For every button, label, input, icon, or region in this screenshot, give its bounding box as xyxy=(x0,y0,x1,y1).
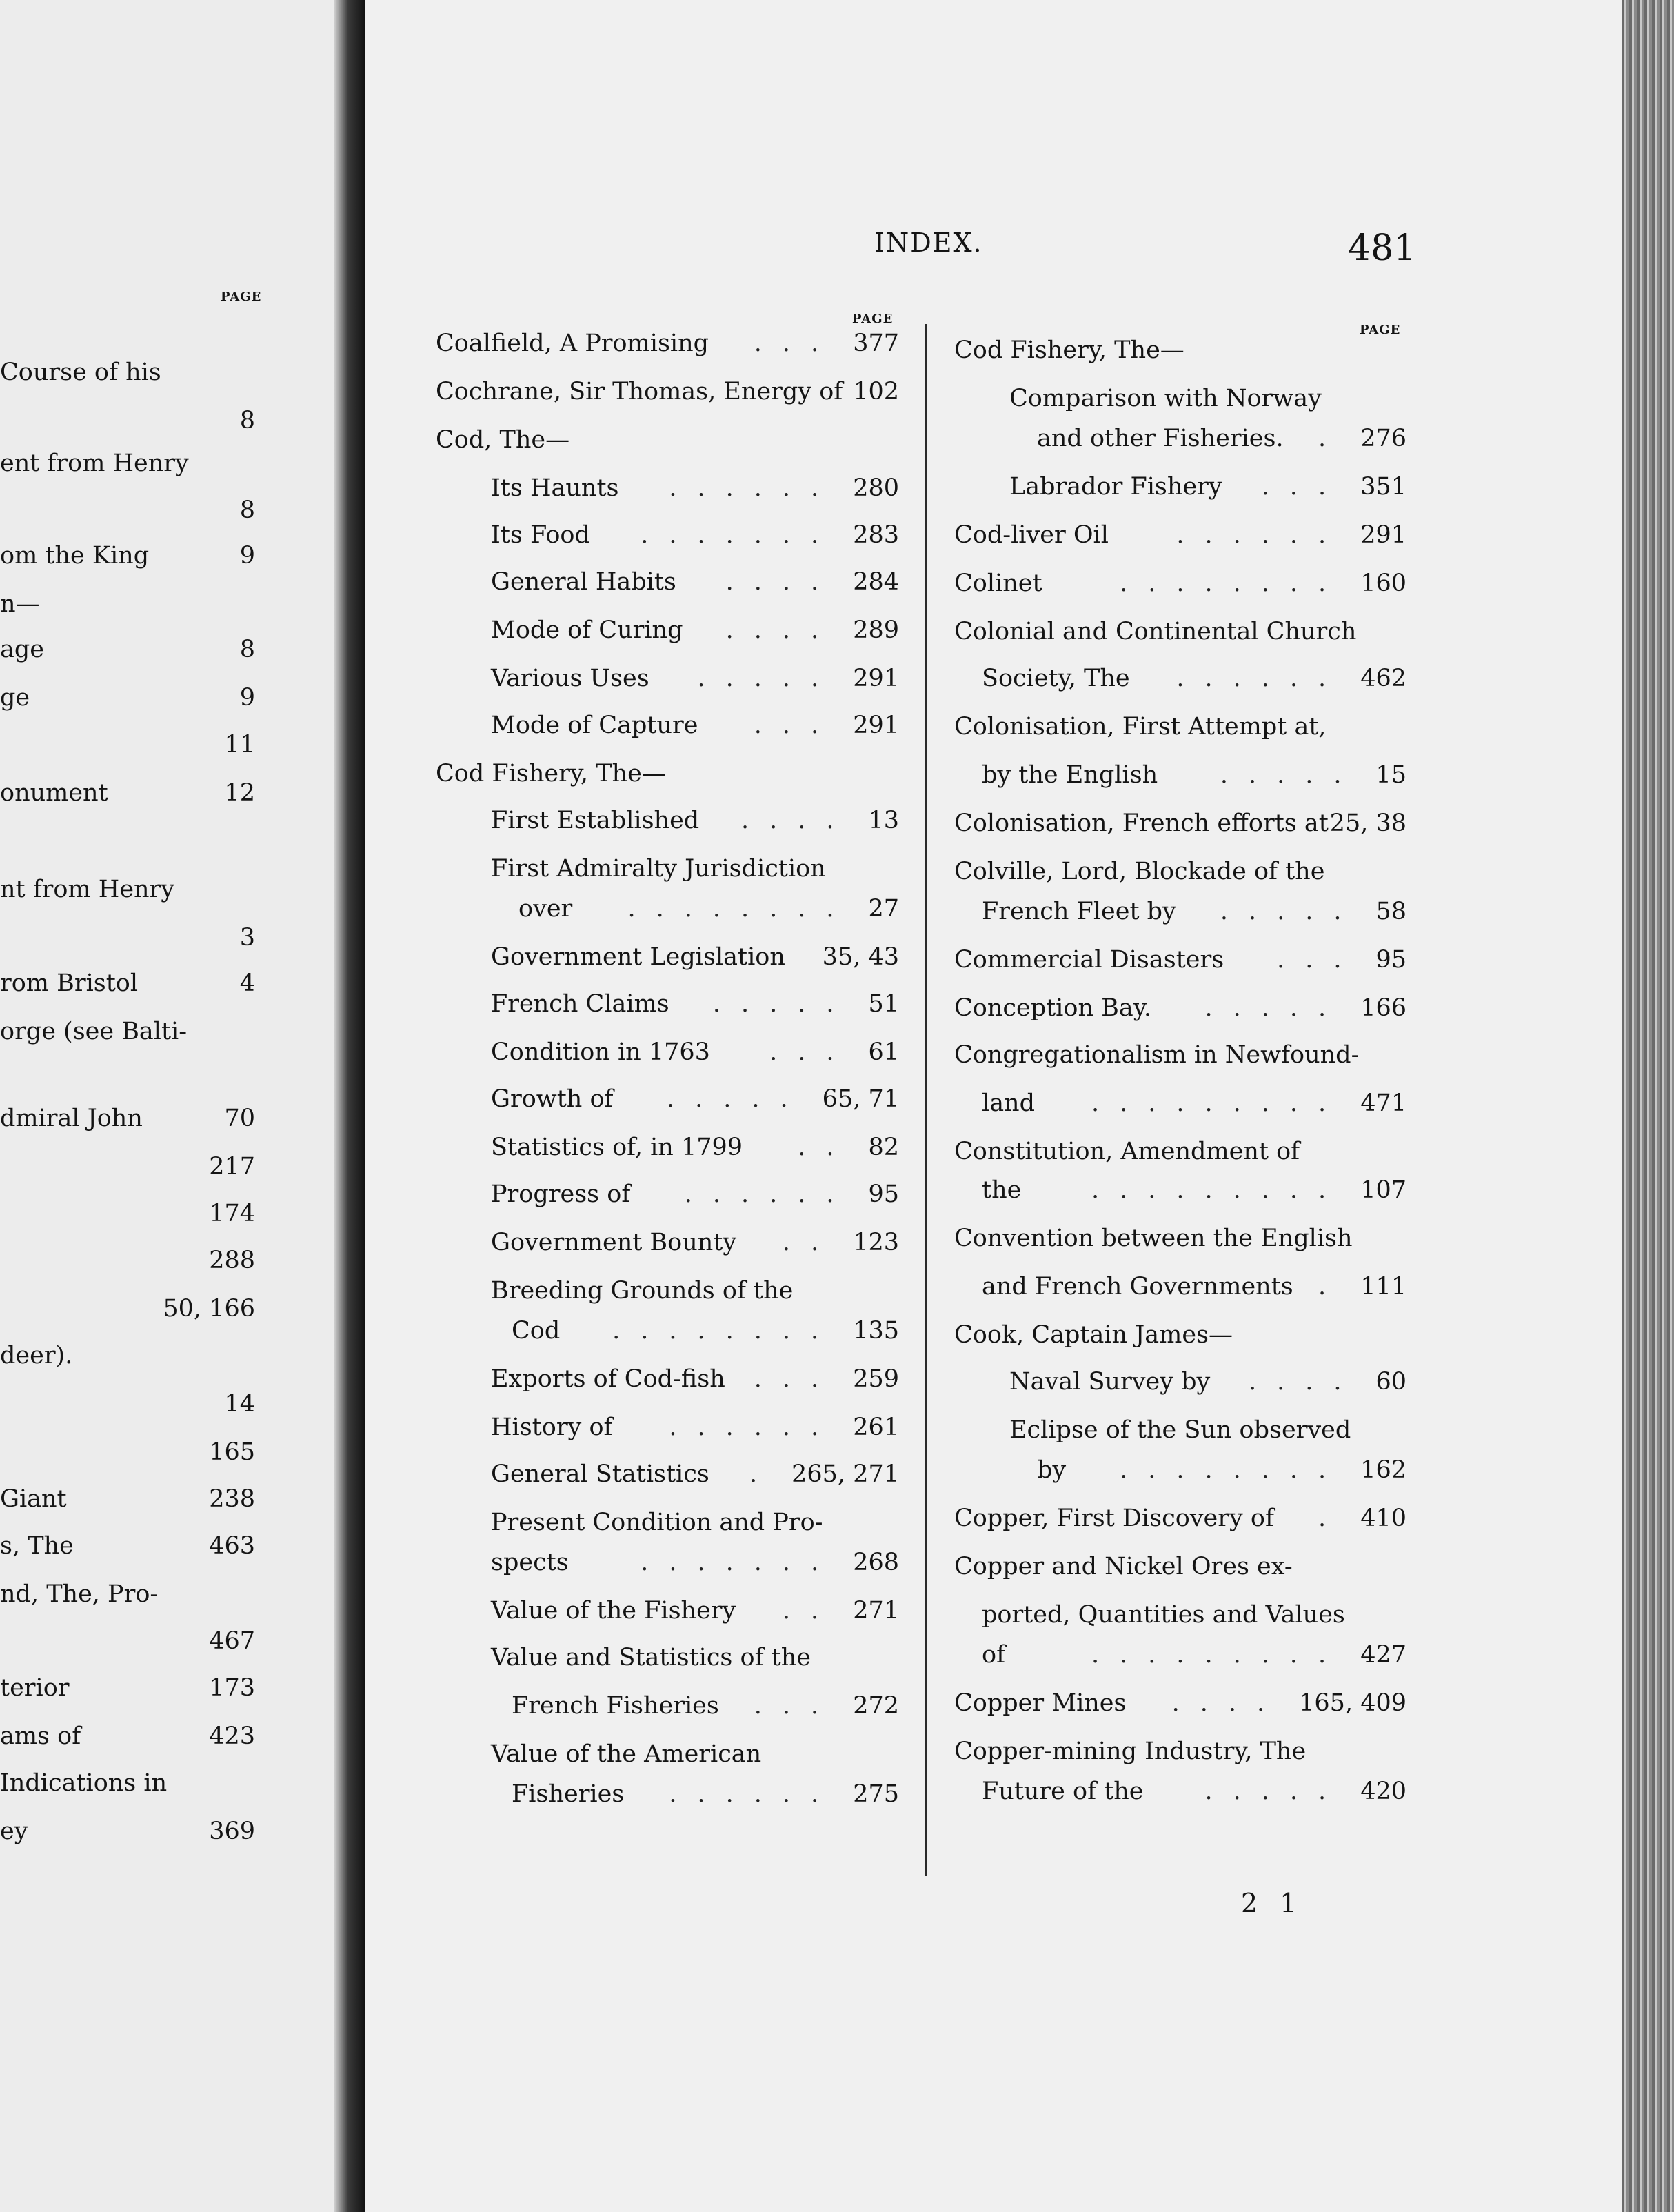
left-line-text: Course of his xyxy=(0,359,161,386)
entry-page: 166 xyxy=(1360,994,1406,1022)
left-line-text: terior xyxy=(0,1674,70,1702)
left-index-line xyxy=(0,1438,255,1469)
left-line-text: nt from Henry xyxy=(0,876,175,903)
entry-page: 427 xyxy=(1360,1641,1406,1669)
leader-dots: ... xyxy=(754,330,840,357)
left-line-page: 8 xyxy=(239,636,255,663)
index-entry xyxy=(982,761,1406,792)
entry-text: and other Fisheries. xyxy=(1037,425,1284,452)
index-entry xyxy=(954,336,1406,367)
entry-page: 471 xyxy=(1360,1089,1406,1117)
entry-text: Statistics of, in 1799 xyxy=(491,1134,743,1161)
leader-dots: ...... xyxy=(669,1414,840,1441)
leader-dots: ... xyxy=(1261,473,1347,501)
left-index-line xyxy=(0,1818,255,1848)
entry-page: 420 xyxy=(1360,1778,1406,1805)
entry-text: Copper-mining Industry, The xyxy=(954,1738,1307,1765)
left-line-page: 463 xyxy=(209,1532,255,1560)
leader-dots: ......... xyxy=(1091,1089,1347,1117)
leader-dots: ..... xyxy=(1204,994,1347,1022)
entry-text: spects xyxy=(491,1549,569,1576)
left-index-line xyxy=(0,876,255,906)
entry-page: 61 xyxy=(868,1038,899,1066)
entry-page: 351 xyxy=(1360,473,1406,501)
entry-text: Value of the American xyxy=(491,1740,762,1768)
leader-dots: ... xyxy=(754,712,840,739)
entry-text: General Habits xyxy=(491,568,676,596)
leader-dots: .. xyxy=(782,1597,840,1625)
index-entry xyxy=(512,1317,899,1347)
entry-text: Coalfield, A Promising xyxy=(436,330,709,357)
left-line-text: ey xyxy=(0,1818,28,1845)
left-line-text: dmiral John xyxy=(0,1105,143,1132)
left-line-text: rom Bristol xyxy=(0,969,139,997)
index-entry xyxy=(491,1509,899,1539)
book-gutter xyxy=(334,0,365,2212)
leader-dots: ...... xyxy=(669,474,840,502)
leader-dots: .... xyxy=(1171,1689,1286,1717)
entry-text: over xyxy=(518,895,573,923)
index-entry xyxy=(954,1738,1406,1768)
left-line-page: 50, 166 xyxy=(163,1295,255,1323)
entry-text: Mode of Capture xyxy=(491,712,698,739)
entry-text: ported, Quantities and Values xyxy=(982,1601,1345,1629)
index-entry xyxy=(954,994,1406,1025)
entry-text: Government Bounty xyxy=(491,1229,737,1256)
leader-dots: . xyxy=(1318,425,1347,452)
index-entry xyxy=(954,1225,1406,1255)
index-entry xyxy=(491,990,899,1020)
leader-dots: ......... xyxy=(1091,1641,1347,1669)
entry-text: by xyxy=(1037,1456,1067,1484)
entry-text: Breeding Grounds of the xyxy=(491,1277,794,1305)
leader-dots: ..... xyxy=(1220,898,1362,925)
left-line-page: 174 xyxy=(209,1200,255,1227)
left-line-page: 9 xyxy=(239,684,255,712)
index-entry xyxy=(1037,425,1406,455)
left-index-line xyxy=(0,1018,255,1048)
left-index-line xyxy=(0,359,255,389)
index-entry xyxy=(512,1692,899,1722)
leader-dots: ....... xyxy=(641,521,840,549)
left-line-page: 12 xyxy=(224,779,255,807)
entry-page: 377 xyxy=(853,330,899,357)
entry-text: Cod Fishery, The— xyxy=(954,336,1184,364)
index-entry xyxy=(954,1041,1406,1072)
leader-dots: ........ xyxy=(1120,570,1347,597)
left-index-line xyxy=(0,636,255,666)
leader-dots: ..... xyxy=(712,990,855,1018)
entry-page: 271 xyxy=(853,1597,899,1625)
index-entry xyxy=(491,1549,899,1579)
leader-dots: ... xyxy=(754,1365,840,1393)
index-entry xyxy=(982,1176,1406,1207)
entry-text: Naval Survey by xyxy=(1009,1368,1211,1396)
left-index-line xyxy=(0,407,255,437)
left-line-page: 70 xyxy=(224,1105,255,1132)
left-index-line xyxy=(0,1532,255,1562)
left-index-line xyxy=(0,1295,255,1325)
left-index-line xyxy=(0,969,255,1000)
left-line-text: deer). xyxy=(0,1342,73,1369)
entry-text: Conception Bay. xyxy=(954,994,1151,1022)
index-entry xyxy=(954,521,1406,552)
index-entry xyxy=(954,1321,1406,1351)
index-entry xyxy=(982,1089,1406,1120)
entry-text: the xyxy=(982,1176,1022,1204)
entry-text: Colonial and Continental Church xyxy=(954,618,1357,645)
entry-text: Colville, Lord, Blockade of the xyxy=(954,858,1325,885)
index-entry xyxy=(982,1601,1406,1631)
entry-page: 95 xyxy=(868,1180,899,1208)
entry-page: 410 xyxy=(1360,1505,1406,1532)
index-entry xyxy=(491,943,899,974)
entry-text: land xyxy=(982,1089,1036,1117)
left-line-page: 423 xyxy=(209,1722,255,1750)
leader-dots: ... xyxy=(754,1692,840,1720)
entry-text: Colinet xyxy=(954,570,1042,597)
entry-text: Its Haunts xyxy=(491,474,619,502)
left-index-line xyxy=(0,779,255,810)
index-entry xyxy=(954,713,1406,743)
index-entry xyxy=(954,858,1406,888)
left-index-line xyxy=(0,450,255,480)
entry-page: 15 xyxy=(1375,761,1406,789)
entry-text: Congregationalism in Newfound- xyxy=(954,1041,1360,1069)
leader-dots: .... xyxy=(740,807,855,834)
entry-text: Progress of xyxy=(491,1180,631,1208)
left-line-page: 11 xyxy=(224,731,255,758)
index-entry xyxy=(982,898,1406,928)
index-entry xyxy=(491,1180,899,1211)
leader-dots: ..... xyxy=(1220,761,1362,789)
left-index-line xyxy=(0,1153,255,1183)
index-entry xyxy=(491,1365,899,1396)
entry-page: 123 xyxy=(853,1229,899,1256)
entry-page: 261 xyxy=(853,1414,899,1441)
index-entry xyxy=(1037,1456,1406,1487)
leader-dots: ...... xyxy=(684,1180,855,1208)
entry-page: 65, 71 xyxy=(822,1085,899,1113)
entry-page: 275 xyxy=(853,1780,899,1808)
index-entry xyxy=(954,810,1406,840)
leader-dots: . xyxy=(749,1460,778,1488)
left-line-text: Indications in xyxy=(0,1769,168,1797)
left-line-page: 369 xyxy=(209,1818,255,1845)
leader-dots: ... xyxy=(769,1038,855,1066)
entry-page: 165, 409 xyxy=(1299,1689,1406,1717)
entry-page: 291 xyxy=(1360,521,1406,549)
entry-text: Cod xyxy=(512,1317,561,1345)
left-line-page: 288 xyxy=(209,1247,255,1274)
index-entry xyxy=(954,1689,1406,1720)
left-line-text: ams of xyxy=(0,1722,81,1750)
leader-dots: ........ xyxy=(1120,1456,1347,1484)
entry-text: Copper and Nickel Ores ex- xyxy=(954,1553,1293,1580)
index-entry xyxy=(491,1597,899,1627)
index-entry xyxy=(491,1644,899,1674)
entry-text: Society, The xyxy=(982,665,1130,692)
signature-mark: 2 1 xyxy=(1241,1888,1304,1918)
entry-page: 27 xyxy=(868,895,899,923)
entry-text: Condition in 1763 xyxy=(491,1038,710,1066)
entry-text: Future of the xyxy=(982,1778,1144,1805)
left-line-text: ent from Henry xyxy=(0,450,189,477)
leader-dots: ...... xyxy=(1176,521,1347,549)
left-line-page: 238 xyxy=(209,1485,255,1513)
entry-text: Labrador Fishery xyxy=(1009,473,1222,501)
entry-page: 25, 38 xyxy=(1329,810,1406,837)
left-index-line xyxy=(0,731,255,761)
index-entry xyxy=(491,474,899,505)
entry-text: Copper, First Discovery of xyxy=(954,1505,1274,1532)
index-entry xyxy=(982,665,1406,695)
index-entry xyxy=(491,1277,899,1307)
index-entry xyxy=(491,665,899,695)
index-entry xyxy=(954,1553,1406,1583)
entry-text: Copper Mines xyxy=(954,1689,1127,1717)
index-entry xyxy=(491,1740,899,1771)
entry-text: Exports of Cod-fish xyxy=(491,1365,725,1393)
entry-page: 291 xyxy=(853,665,899,692)
index-entry xyxy=(982,1778,1406,1808)
index-entry xyxy=(1009,1368,1406,1398)
left-index-line xyxy=(0,1200,255,1230)
left-line-page: 9 xyxy=(239,542,255,570)
entry-text: Cod-liver Oil xyxy=(954,521,1109,549)
left-index-line xyxy=(0,542,255,572)
left-index-line xyxy=(0,1485,255,1516)
entry-page: 276 xyxy=(1360,425,1406,452)
entry-text: History of xyxy=(491,1414,613,1441)
entry-text: Value of the Fishery xyxy=(491,1597,736,1625)
entry-page: 111 xyxy=(1360,1273,1406,1300)
index-entry xyxy=(491,1038,899,1069)
entry-page: 291 xyxy=(853,712,899,739)
left-line-page: 217 xyxy=(209,1153,255,1180)
entry-page: 280 xyxy=(853,474,899,502)
entry-page: 289 xyxy=(853,616,899,644)
entry-text: by the English xyxy=(982,761,1158,789)
left-line-text: ge xyxy=(0,684,30,712)
entry-page: 95 xyxy=(1375,946,1406,974)
index-entry xyxy=(491,855,899,885)
entry-text: Fisheries xyxy=(512,1780,625,1808)
left-index-line xyxy=(0,1390,255,1420)
entry-text: Government Legislation xyxy=(491,943,785,971)
index-entry xyxy=(954,1138,1406,1168)
left-line-text: om the King xyxy=(0,542,150,570)
leader-dots: ... xyxy=(1277,946,1362,974)
leader-dots: ..... xyxy=(697,665,840,692)
index-entry xyxy=(436,426,899,456)
left-index-line xyxy=(0,1722,255,1753)
index-entry xyxy=(1009,473,1406,503)
column2-page-label: PAGE xyxy=(1360,323,1401,337)
entry-text: Cook, Captain James— xyxy=(954,1321,1233,1349)
left-index-line xyxy=(0,684,255,714)
entry-text: Growth of xyxy=(491,1085,614,1113)
index-entry xyxy=(491,1460,899,1491)
index-entry xyxy=(436,760,899,790)
index-entry xyxy=(954,946,1406,976)
index-entry xyxy=(982,1641,1406,1671)
entry-page: 35, 43 xyxy=(822,943,899,971)
entry-page: 259 xyxy=(853,1365,899,1393)
column1-page-label: PAGE xyxy=(852,312,894,326)
left-line-page: 467 xyxy=(209,1627,255,1655)
left-line-page: 14 xyxy=(224,1390,255,1418)
entry-page: 268 xyxy=(853,1549,899,1576)
entry-page: 265, 271 xyxy=(791,1460,899,1488)
index-entry xyxy=(954,618,1406,648)
index-entry xyxy=(954,1505,1406,1535)
left-line-text: onument xyxy=(0,779,108,807)
leader-dots: ...... xyxy=(669,1780,840,1808)
entry-text: Colonisation, French efforts at xyxy=(954,810,1329,837)
index-entry xyxy=(954,570,1406,600)
leader-dots: ...... xyxy=(1176,665,1347,692)
index-entry xyxy=(512,1780,899,1811)
entry-page: 135 xyxy=(853,1317,899,1345)
entry-page: 58 xyxy=(1375,898,1406,925)
entry-text: General Statistics xyxy=(491,1460,709,1488)
leader-dots: . xyxy=(1318,1505,1347,1532)
left-line-text: orge (see Balti- xyxy=(0,1018,188,1045)
left-line-text: n— xyxy=(0,590,40,618)
entry-text: French Claims xyxy=(491,990,669,1018)
leader-dots: . xyxy=(1318,1273,1347,1300)
left-line-text: Giant xyxy=(0,1485,67,1513)
entry-text: Eclipse of the Sun observed xyxy=(1009,1416,1351,1444)
index-entry xyxy=(491,1229,899,1259)
left-index-line xyxy=(0,924,255,954)
entry-text: Its Food xyxy=(491,521,590,549)
left-index-line xyxy=(0,1674,255,1705)
entry-text: French Fleet by xyxy=(982,898,1176,925)
left-line-page: 3 xyxy=(239,924,255,952)
leader-dots: ........ xyxy=(627,895,855,923)
entry-text: First Established xyxy=(491,807,700,834)
left-line-page: 8 xyxy=(239,496,255,524)
index-entry xyxy=(982,1273,1406,1303)
entry-page: 283 xyxy=(853,521,899,549)
left-line-text: s, The xyxy=(0,1532,74,1560)
index-entry xyxy=(491,1134,899,1164)
index-entry xyxy=(518,895,899,925)
left-page xyxy=(0,0,334,2212)
left-line-page: 173 xyxy=(209,1674,255,1702)
left-line-page: 4 xyxy=(239,969,255,997)
entry-text: Convention between the English xyxy=(954,1225,1353,1252)
entry-text: of xyxy=(982,1641,1006,1669)
entry-text: Commercial Disasters xyxy=(954,946,1224,974)
left-index-line xyxy=(0,1342,255,1372)
entry-text: French Fisheries xyxy=(512,1692,719,1720)
entry-text: Various Uses xyxy=(491,665,649,692)
index-entry xyxy=(491,1414,899,1444)
left-index-line xyxy=(0,590,255,621)
leader-dots: .. xyxy=(782,1229,840,1256)
leader-dots: ......... xyxy=(1091,1176,1347,1204)
entry-text: Present Condition and Pro- xyxy=(491,1509,823,1536)
entry-page: 60 xyxy=(1375,1368,1406,1396)
entry-page: 462 xyxy=(1360,665,1406,692)
entry-page: 272 xyxy=(853,1692,899,1720)
left-page-label: PAGE xyxy=(221,290,262,304)
entry-page: 284 xyxy=(853,568,899,596)
leader-dots: ....... xyxy=(641,1549,840,1576)
index-entry xyxy=(491,807,899,837)
index-entry xyxy=(491,521,899,552)
entry-text: and French Governments xyxy=(982,1273,1293,1300)
index-entry xyxy=(1009,1416,1406,1447)
page-title: INDEX. xyxy=(874,228,983,258)
left-line-page: 165 xyxy=(209,1438,255,1466)
entry-text: First Admiralty Jurisdiction xyxy=(491,855,826,883)
index-entry xyxy=(1009,385,1406,415)
leader-dots: .... xyxy=(725,616,840,644)
entry-text: Mode of Curing xyxy=(491,616,683,644)
entry-text: Value and Statistics of the xyxy=(491,1644,811,1671)
left-line-text: age xyxy=(0,636,44,663)
entry-page: 82 xyxy=(868,1134,899,1161)
left-index-line xyxy=(0,1769,255,1800)
entry-text: Colonisation, First Attempt at, xyxy=(954,713,1327,741)
page-edges xyxy=(1622,0,1674,2212)
left-index-line xyxy=(0,1627,255,1658)
index-entry xyxy=(491,1085,899,1116)
page-number: 481 xyxy=(1348,228,1417,269)
left-index-line xyxy=(0,1580,255,1611)
entry-page: 160 xyxy=(1360,570,1406,597)
entry-text: Cod Fishery, The— xyxy=(436,760,666,787)
entry-page: 51 xyxy=(868,990,899,1018)
left-index-line xyxy=(0,1247,255,1277)
entry-page: 162 xyxy=(1360,1456,1406,1484)
entry-page: 13 xyxy=(868,807,899,834)
left-index-line xyxy=(0,1105,255,1135)
index-entry xyxy=(436,330,899,360)
entry-text: Cod, The— xyxy=(436,426,570,454)
index-entry xyxy=(436,378,899,408)
index-entry xyxy=(491,568,899,599)
leader-dots: ..... xyxy=(667,1085,809,1113)
leader-dots: ........ xyxy=(612,1317,840,1345)
left-line-text: nd, The, Pro- xyxy=(0,1580,159,1608)
leader-dots: ..... xyxy=(1204,1778,1347,1805)
leader-dots: .. xyxy=(798,1134,855,1161)
leader-dots: .... xyxy=(1248,1368,1362,1396)
entry-text: Cochrane, Sir Thomas, Energy of xyxy=(436,378,843,405)
left-line-page: 8 xyxy=(239,407,255,434)
entry-text: Constitution, Amendment of xyxy=(954,1138,1300,1165)
entry-page: 102 xyxy=(853,378,899,405)
leader-dots: .... xyxy=(725,568,840,596)
left-index-line xyxy=(0,496,255,527)
index-entry xyxy=(491,712,899,742)
entry-page: 107 xyxy=(1360,1176,1406,1204)
entry-text: Comparison with Norway xyxy=(1009,385,1322,412)
column-divider xyxy=(925,324,927,1876)
index-entry xyxy=(491,616,899,647)
